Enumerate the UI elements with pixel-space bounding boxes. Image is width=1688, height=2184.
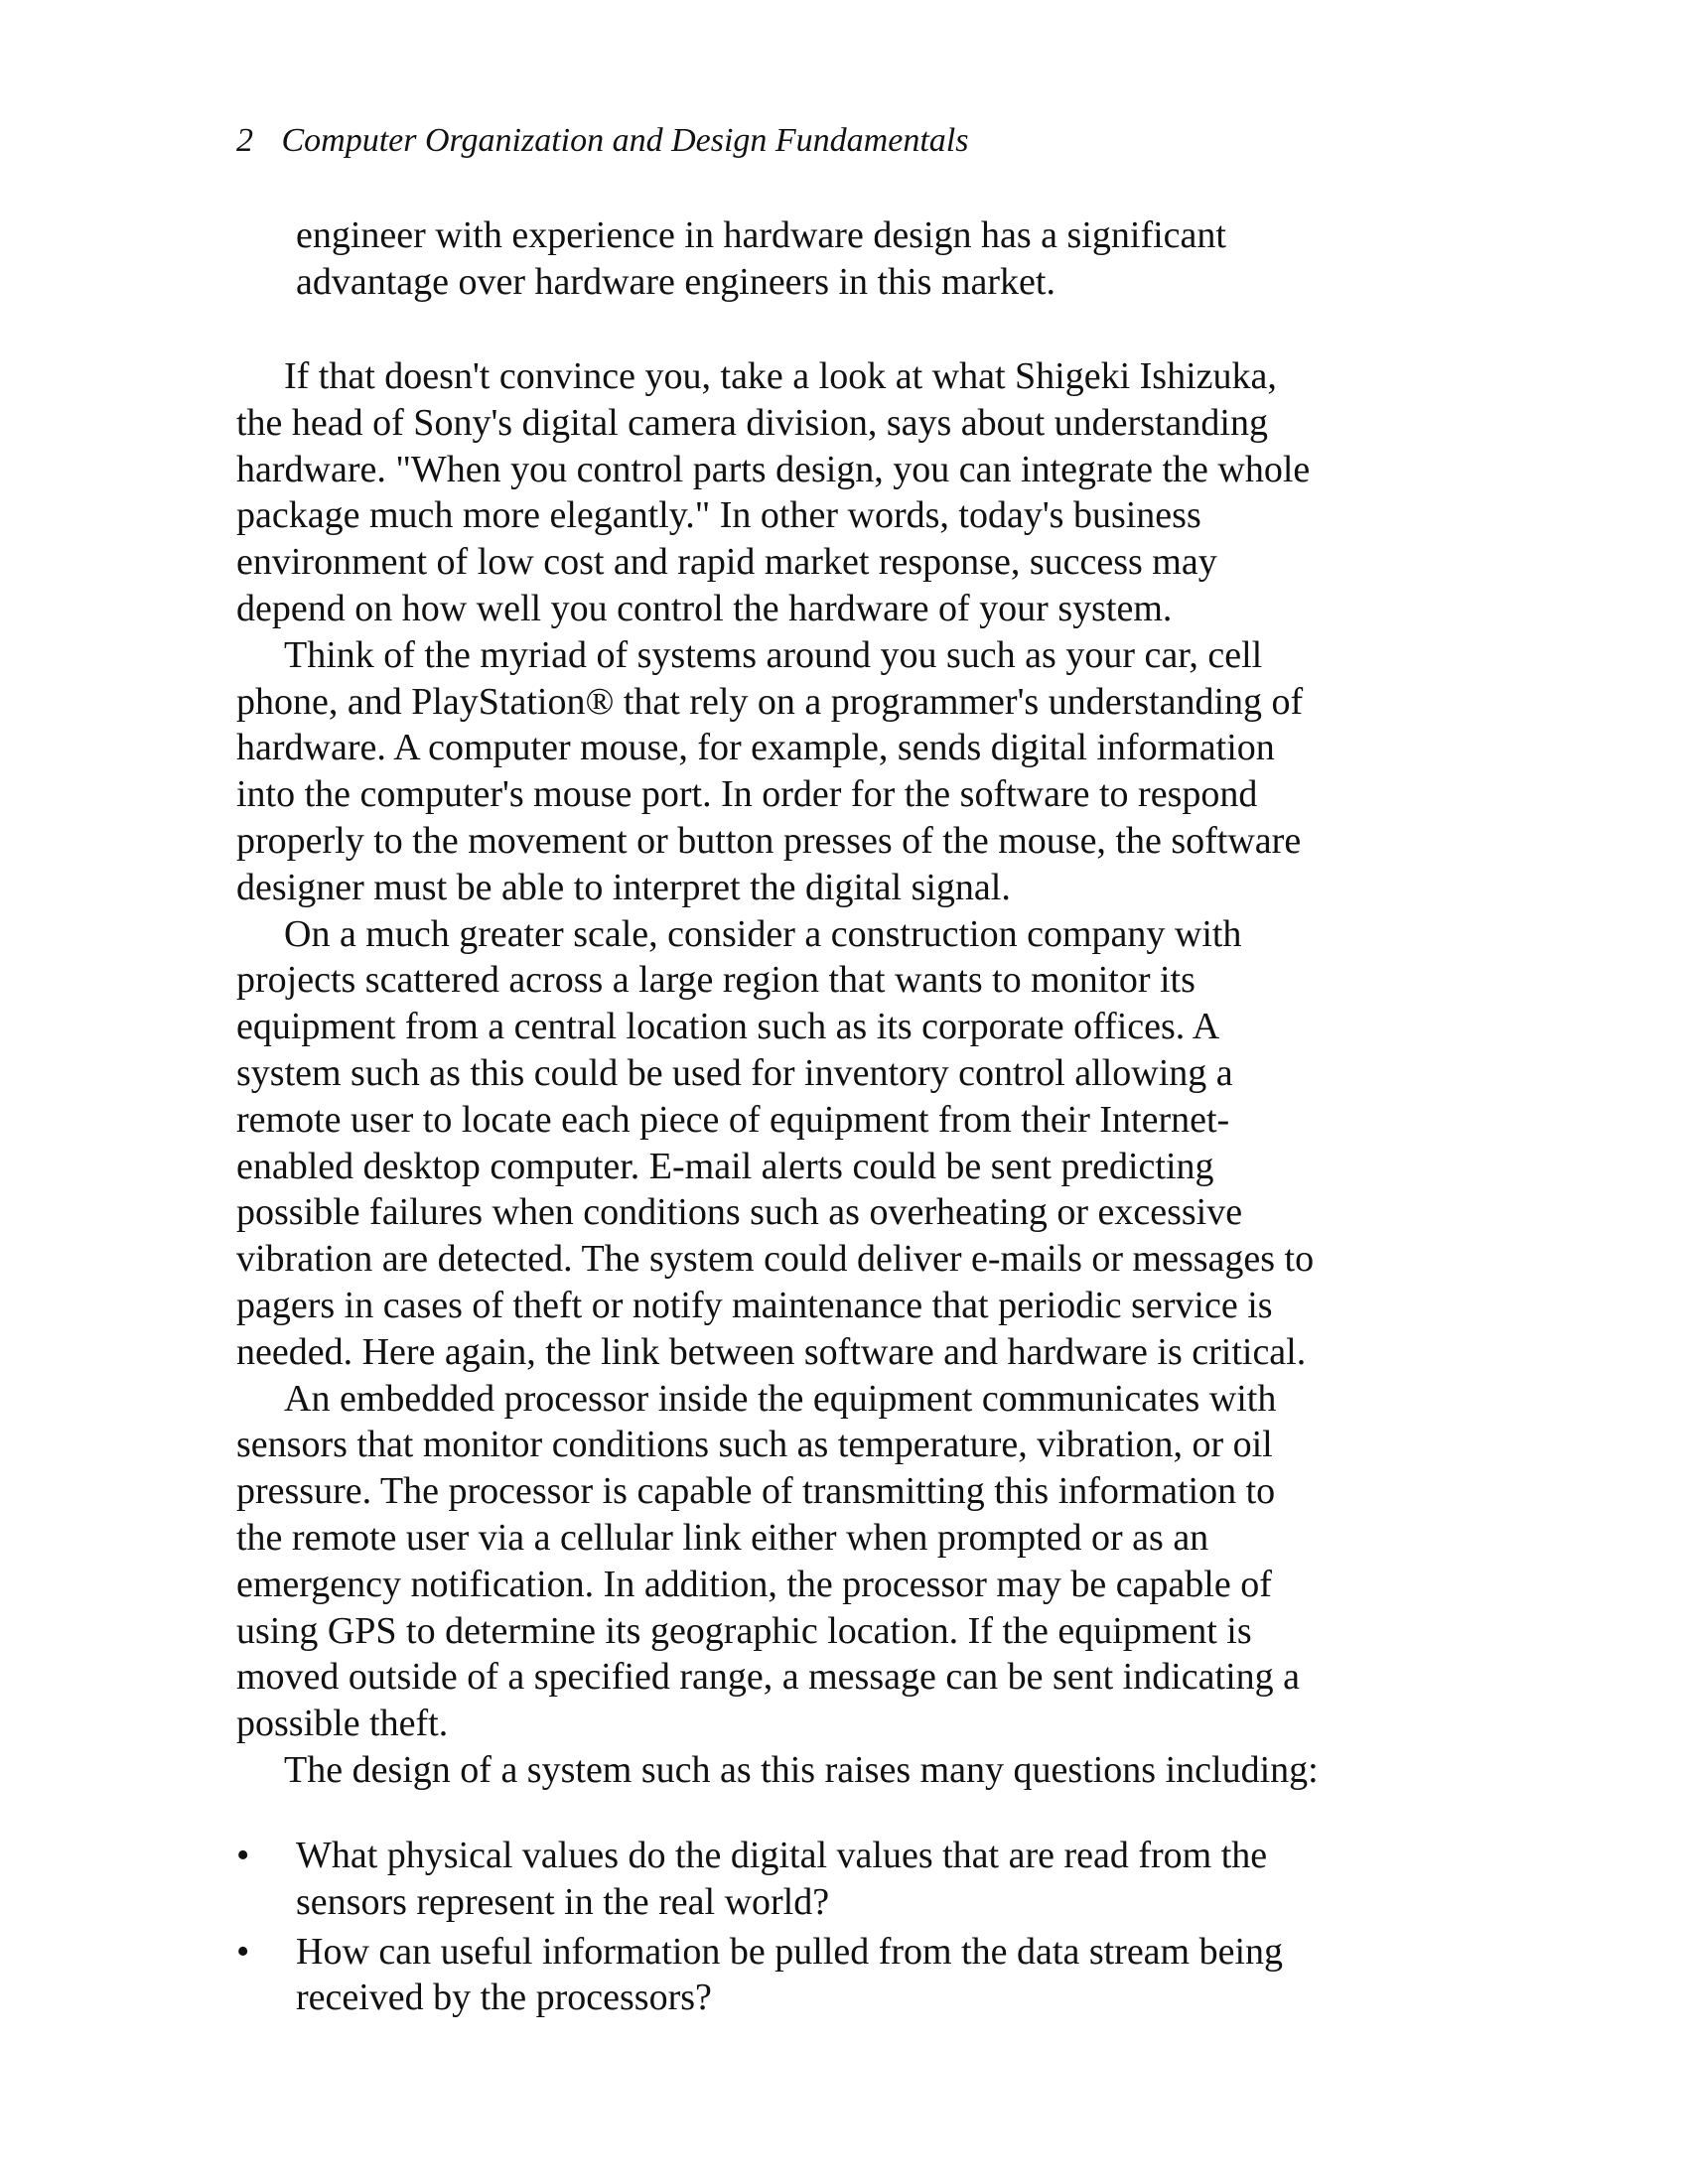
page-number: 2 — [236, 122, 253, 159]
text-line: Think of the myriad of systems around you such as your car, cell — [284, 633, 1263, 676]
page-header — [236, 121, 968, 161]
list-item — [236, 1833, 1283, 1926]
text-line: pagers in cases of theft or notify maintenance that periodic service is — [236, 1284, 1273, 1326]
text-line: enabled desktop computer. E-mail alerts could be sent predicting — [236, 1145, 1214, 1187]
bullet-list — [236, 1833, 1283, 2024]
text-line: hardware. "When you control parts design, you can integrate the whole — [236, 448, 1311, 490]
text-line: remote user to locate each piece of equipment from their Internet- — [236, 1098, 1230, 1141]
text-line: emergency notification. In addition, the processor may be capable of — [236, 1563, 1272, 1605]
text-line: possible failures when conditions such as overheating or excessive — [236, 1191, 1243, 1234]
text-line: moved outside of a specified range, a message can be sent indicating a — [236, 1656, 1300, 1699]
text-line: On a much greater scale, consider a construction company with — [284, 912, 1242, 955]
text-line: depend on how well you control the hardware of your system. — [236, 587, 1173, 629]
running-title: Computer Organization and Design Fundamentals — [281, 122, 969, 159]
text-line: engineer with experience in hardware design has a significant — [296, 214, 1226, 256]
text-line: designer must be able to interpret the digital signal. — [236, 866, 1011, 908]
body-text — [236, 353, 1319, 1794]
text-line: properly to the movement or button presses of the mouse, the software — [236, 819, 1302, 862]
text-line: advantage over hardware engineers in this market. — [296, 260, 1055, 303]
text-line: pressure. The processor is capable of transmitting this information to — [236, 1470, 1276, 1513]
text-line: phone, and PlayStation® that rely on a programmer's understanding of — [236, 680, 1304, 723]
text-line: using GPS to determine its geographic location. If the equipment is — [236, 1609, 1252, 1652]
text-line: sensors represent in the real world? — [296, 1880, 830, 1923]
text-line: system such as this could be used for inventory control allowing a — [236, 1051, 1233, 1094]
list-item — [236, 1929, 1283, 2022]
continued-paragraph — [296, 212, 1226, 306]
text-line: projects scattered across a large region that wants to monitor its — [236, 959, 1196, 1002]
text-line: equipment from a central location such as its corporate offices. A — [236, 1006, 1220, 1048]
text-line: the remote user via a cellular link either when prompted or as an — [236, 1516, 1209, 1559]
text-line: sensors that monitor conditions such as temperature, vibration, or oil — [236, 1424, 1273, 1466]
text-line: environment of low cost and rapid market response, success may — [236, 541, 1217, 584]
text-line: The design of a system such as this raises many questions including: — [284, 1748, 1319, 1791]
text-line: hardware. A computer mouse, for example, sends digital information — [236, 727, 1275, 769]
text-line: package much more elegantly." In other words, today's business — [236, 494, 1201, 537]
text-line: What physical values do the digital values that are read from the — [296, 1835, 1268, 1876]
text-line: received by the processors? — [296, 1977, 712, 2019]
text-line: needed. Here again, the link between software and hardware is critical. — [236, 1330, 1307, 1373]
text-line: If that doesn't convince you, take a look at what Shigeki Ishizuka, — [284, 355, 1277, 397]
text-line: An embedded processor inside the equipment communicates with — [284, 1377, 1277, 1420]
bullet-icon: • — [236, 1930, 250, 1973]
text-line: How can useful information be pulled from the data stream being — [296, 1930, 1284, 1973]
text-line: into the computer's mouse port. In order for the software to respond — [236, 773, 1258, 816]
text-line: vibration are detected. The system could deliver e-mails or messages to — [236, 1238, 1315, 1281]
text-line: the head of Sony's digital camera division, says about understanding — [236, 401, 1268, 444]
text-line: possible theft. — [236, 1703, 449, 1745]
bullet-icon: • — [236, 1835, 250, 1876]
